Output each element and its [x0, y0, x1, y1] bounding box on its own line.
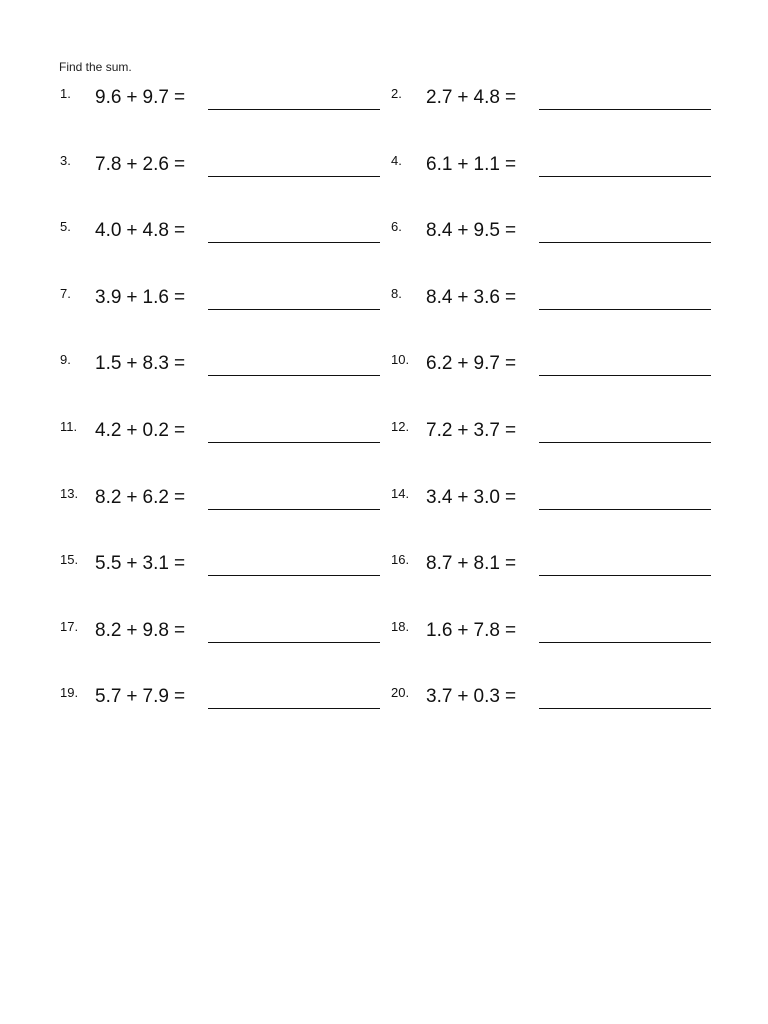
equals-sign: =: [173, 353, 186, 374]
addend-a: 2.7: [426, 87, 453, 108]
addend-b: 2.6: [142, 154, 169, 175]
problem-expression: [426, 487, 516, 509]
problem-number: 19.: [60, 685, 79, 700]
addend-b: 4.8: [142, 220, 169, 241]
equals-sign: =: [504, 620, 517, 641]
answer-blank[interactable]: [208, 309, 380, 310]
plus-sign: +: [126, 553, 138, 574]
equals-sign: =: [504, 287, 517, 308]
equals-sign: =: [173, 487, 186, 508]
equals-sign: =: [173, 686, 186, 707]
problem-item: [60, 486, 390, 516]
problem-expression: [95, 220, 185, 242]
addend-a: 8.4: [426, 287, 453, 308]
problem-expression: [426, 553, 516, 575]
plus-sign: +: [457, 87, 469, 108]
equals-sign: =: [173, 287, 186, 308]
equals-sign: =: [504, 420, 517, 441]
problem-expression: [426, 220, 516, 242]
plus-sign: +: [126, 287, 138, 308]
problem-expression: [95, 553, 185, 575]
addend-a: 1.5: [95, 353, 122, 374]
addend-a: 3.9: [95, 287, 122, 308]
plus-sign: +: [457, 287, 469, 308]
plus-sign: +: [457, 154, 469, 175]
problem-number: 13.: [60, 486, 79, 501]
plus-sign: +: [126, 420, 138, 441]
addend-a: 7.8: [95, 154, 122, 175]
problem-number: 17.: [60, 619, 79, 634]
problem-expression: [95, 620, 185, 642]
equals-sign: =: [173, 420, 186, 441]
problem-number: 4.: [391, 153, 402, 168]
problem-number: 1.: [60, 86, 71, 101]
problem-number: 3.: [60, 153, 71, 168]
equals-sign: =: [173, 87, 186, 108]
problem-item: [391, 419, 721, 449]
plus-sign: +: [457, 686, 469, 707]
problem-number: 14.: [391, 486, 410, 501]
problem-number: 20.: [391, 685, 410, 700]
answer-blank[interactable]: [539, 309, 711, 310]
addend-b: 4.8: [473, 87, 500, 108]
problem-expression: [426, 686, 516, 708]
answer-blank[interactable]: [208, 442, 380, 443]
problem-item: [391, 486, 721, 516]
problem-item: [391, 153, 721, 183]
problem-expression: [95, 420, 185, 442]
addend-a: 3.4: [426, 487, 453, 508]
addend-a: 8.2: [95, 487, 122, 508]
equals-sign: =: [173, 620, 186, 641]
problem-item: [391, 619, 721, 649]
plus-sign: +: [457, 620, 469, 641]
addend-a: 1.6: [426, 620, 453, 641]
addend-b: 8.1: [473, 553, 500, 574]
answer-blank[interactable]: [208, 642, 380, 643]
addend-b: 1.6: [142, 287, 169, 308]
problem-item: [60, 219, 390, 249]
problem-item: [60, 153, 390, 183]
answer-blank[interactable]: [208, 242, 380, 243]
problem-item: [391, 86, 721, 116]
addend-a: 5.5: [95, 553, 122, 574]
problem-number: 15.: [60, 552, 79, 567]
plus-sign: +: [126, 87, 138, 108]
equals-sign: =: [504, 353, 517, 374]
addend-b: 3.6: [473, 287, 500, 308]
addend-b: 6.2: [142, 487, 169, 508]
problem-number: 11.: [60, 419, 78, 434]
answer-blank[interactable]: [539, 442, 711, 443]
addend-a: 8.2: [95, 620, 122, 641]
plus-sign: +: [126, 220, 138, 241]
addend-b: 9.5: [473, 220, 500, 241]
problem-number: 9.: [60, 352, 71, 367]
addend-a: 8.7: [426, 553, 453, 574]
problem-expression: [426, 620, 516, 642]
instructions: Find the sum.: [59, 60, 132, 74]
answer-blank[interactable]: [539, 575, 711, 576]
plus-sign: +: [457, 420, 469, 441]
problem-expression: [426, 420, 516, 442]
answer-blank[interactable]: [208, 509, 380, 510]
addend-b: 0.2: [142, 420, 169, 441]
addend-b: 3.0: [473, 487, 500, 508]
answer-blank[interactable]: [539, 708, 711, 709]
addend-b: 7.9: [142, 686, 169, 707]
plus-sign: +: [457, 353, 469, 374]
plus-sign: +: [126, 620, 138, 641]
addend-a: 6.2: [426, 353, 453, 374]
addend-b: 8.3: [142, 353, 169, 374]
equals-sign: =: [173, 154, 186, 175]
addend-b: 9.7: [473, 353, 500, 374]
answer-blank[interactable]: [539, 642, 711, 643]
answer-blank[interactable]: [208, 375, 380, 376]
problem-number: 7.: [60, 286, 71, 301]
problem-expression: [95, 487, 185, 509]
problem-expression: [426, 87, 516, 109]
equals-sign: =: [504, 220, 517, 241]
addend-b: 7.8: [473, 620, 500, 641]
addend-a: 4.2: [95, 420, 122, 441]
equals-sign: =: [504, 87, 517, 108]
plus-sign: +: [457, 487, 469, 508]
answer-blank[interactable]: [208, 109, 380, 110]
problem-item: [391, 286, 721, 316]
problem-expression: [95, 353, 185, 375]
equals-sign: =: [504, 686, 517, 707]
addend-a: 9.6: [95, 87, 122, 108]
problem-item: [391, 685, 721, 715]
problem-number: 10.: [391, 352, 410, 367]
problem-number: 8.: [391, 286, 402, 301]
problem-number: 2.: [391, 86, 402, 101]
problem-expression: [426, 287, 516, 309]
problem-expression: [426, 353, 516, 375]
problem-expression: [426, 154, 516, 176]
addend-a: 6.1: [426, 154, 453, 175]
addend-a: 7.2: [426, 420, 453, 441]
plus-sign: +: [457, 220, 469, 241]
problem-item: [60, 619, 390, 649]
problem-item: [60, 286, 390, 316]
addend-b: 0.3: [473, 686, 500, 707]
plus-sign: +: [126, 686, 138, 707]
answer-blank[interactable]: [539, 176, 711, 177]
addend-b: 9.7: [142, 87, 169, 108]
problem-number: 18.: [391, 619, 410, 634]
problem-item: [391, 552, 721, 582]
addend-b: 3.7: [473, 420, 500, 441]
problem-expression: [95, 686, 185, 708]
problem-item: [391, 219, 721, 249]
plus-sign: +: [126, 154, 138, 175]
equals-sign: =: [173, 220, 186, 241]
problem-expression: [95, 154, 185, 176]
problem-item: [60, 419, 390, 449]
problem-item: [60, 685, 390, 715]
answer-blank[interactable]: [208, 176, 380, 177]
addend-a: 4.0: [95, 220, 122, 241]
addend-b: 9.8: [142, 620, 169, 641]
addend-a: 5.7: [95, 686, 122, 707]
answer-blank[interactable]: [208, 575, 380, 576]
addend-a: 3.7: [426, 686, 453, 707]
answer-blank[interactable]: [539, 242, 711, 243]
addend-a: 8.4: [426, 220, 453, 241]
addend-b: 1.1: [473, 154, 500, 175]
answer-blank[interactable]: [539, 375, 711, 376]
answer-blank[interactable]: [208, 708, 380, 709]
problem-item: [391, 352, 721, 382]
answer-blank[interactable]: [539, 509, 711, 510]
problem-number: 6.: [391, 219, 402, 234]
problem-item: [60, 552, 390, 582]
equals-sign: =: [504, 154, 517, 175]
problem-expression: [95, 87, 185, 109]
plus-sign: +: [457, 553, 469, 574]
addend-b: 3.1: [142, 553, 169, 574]
equals-sign: =: [504, 487, 517, 508]
problem-number: 12.: [391, 419, 410, 434]
problem-item: [60, 86, 390, 116]
answer-blank[interactable]: [539, 109, 711, 110]
problem-number: 16.: [391, 552, 410, 567]
equals-sign: =: [504, 553, 517, 574]
plus-sign: +: [126, 353, 138, 374]
equals-sign: =: [173, 553, 186, 574]
plus-sign: +: [126, 487, 138, 508]
problem-expression: [95, 287, 185, 309]
problem-item: [60, 352, 390, 382]
problem-number: 5.: [60, 219, 71, 234]
